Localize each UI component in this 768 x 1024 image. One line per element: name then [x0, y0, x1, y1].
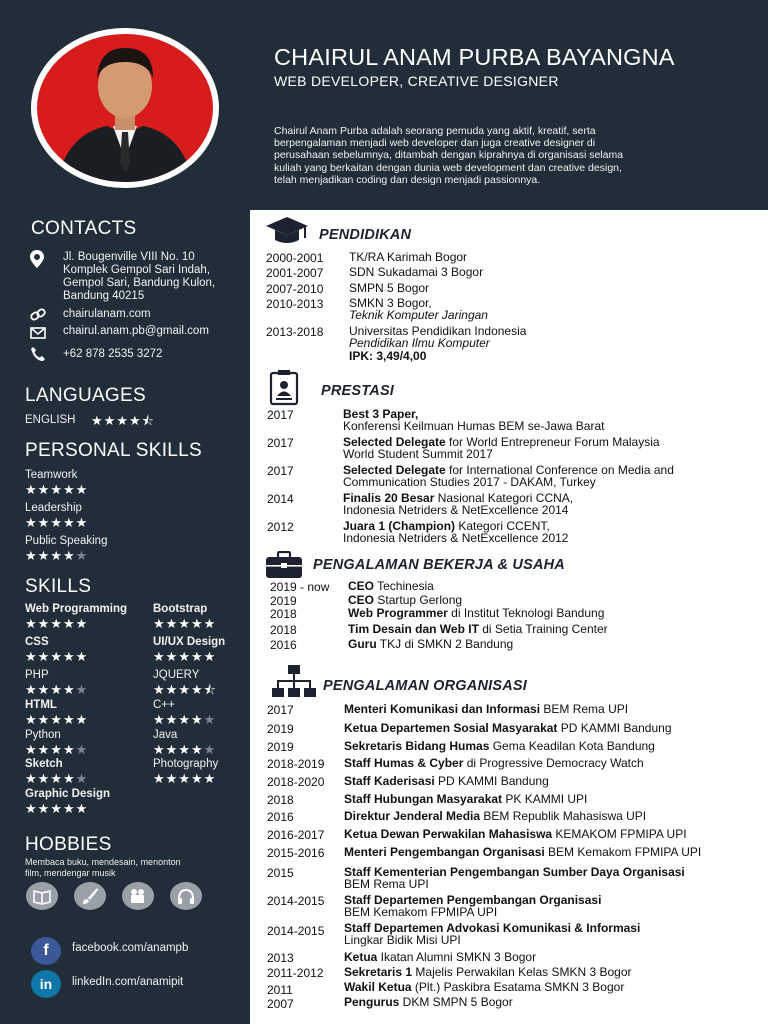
org-role: Menteri Komunikasi dan Informasi	[344, 702, 541, 716]
skill-cpp: C++	[153, 699, 175, 711]
org-year: 2016	[267, 810, 294, 824]
skill-web-programming: Web Programming	[25, 603, 128, 615]
language-rating	[91, 414, 155, 427]
org-role: Staff Kementerian Pengembangan Sumber Daya Organisasi	[344, 865, 685, 879]
skill-sketch: Sketch	[25, 758, 63, 770]
star-full: ★	[50, 712, 63, 727]
skill-photography: Photography	[153, 758, 219, 770]
star-full: ★	[153, 682, 166, 697]
skill-rating	[25, 743, 88, 756]
linkedin-icon[interactable]	[31, 970, 61, 998]
star-full: ★	[62, 548, 76, 563]
skill-rating	[153, 683, 217, 696]
education-item: SMKN 3 Bogor,	[349, 296, 432, 310]
star-full: ★	[165, 649, 179, 664]
star-full: ★	[62, 712, 76, 727]
work-place: di Setia Training Center	[478, 622, 608, 636]
full-name: CHAIRUL ANAM PURBA BAYANGNA	[274, 44, 675, 70]
phone-number[interactable]: +62 878 2535 3272	[63, 348, 163, 360]
education-item: SDN Sukadamai 3 Bogor	[349, 265, 484, 279]
org-role: Ketua Dewan Perwakilan Mahasiswa	[344, 827, 553, 841]
work-year: 2018	[270, 607, 297, 621]
work-role: Web Programmer	[348, 606, 448, 620]
skill-rating	[25, 683, 88, 696]
skill-rating	[25, 549, 88, 562]
address-line: Komplek Gempol Sari Indah,	[63, 264, 211, 276]
org-item	[344, 703, 628, 716]
star-full: ★	[50, 771, 63, 786]
star-full: ★	[37, 515, 51, 530]
org-role: Staff Departemen Pengembangan Organisasi	[344, 893, 602, 907]
achievement-highlight: Selected Delegate	[343, 435, 446, 449]
org-role: Pengurus	[344, 995, 400, 1009]
education-item: SMPN 5 Bogor	[349, 281, 430, 295]
star-full: ★	[153, 742, 166, 757]
star-full: ★	[25, 742, 38, 757]
star-full: ★	[25, 801, 38, 816]
address-line: Jl. Bougenville VIII No. 10	[63, 251, 195, 263]
work-title: PENGALAMAN BEKERJA & USAHA	[313, 557, 565, 573]
work-item	[348, 607, 604, 620]
org-role: Staff Departemen Advokasi Komunikasi & Informasi	[344, 921, 641, 935]
skill-graphic-design: Graphic Design	[25, 788, 110, 800]
work-role: CEO	[348, 579, 375, 593]
org-place: di Progressive Democracy Watch	[463, 756, 644, 770]
work-item	[348, 580, 434, 593]
org-year: 2016-2017	[267, 828, 325, 842]
star-full: ★	[62, 515, 76, 530]
org-year: 2019	[267, 722, 294, 736]
star-full: ★	[165, 712, 179, 727]
work-year: 2018	[270, 623, 297, 637]
org-year: 2014-2015	[267, 924, 325, 938]
education-year: 2013-2018	[266, 325, 324, 339]
star-full: ★	[37, 712, 51, 727]
education-year: 2007-2010	[266, 282, 324, 296]
star-full: ★	[62, 649, 76, 664]
education-year: 2010-2013	[266, 297, 324, 311]
org-item	[344, 996, 513, 1009]
star-full: ★	[128, 413, 142, 428]
skill-public-speaking: Public Speaking	[25, 535, 108, 547]
star-full: ★	[165, 742, 179, 757]
star-full: ★	[165, 771, 179, 786]
org-place: BEM Kemakom FPMIPA UPI	[544, 845, 702, 859]
star-full: ★	[37, 482, 51, 497]
star-half: ⯪	[203, 682, 217, 697]
skill-java: Java	[153, 729, 178, 741]
work-place: Techinesia	[374, 579, 434, 593]
personal-skills-title: PERSONAL SKILLS	[25, 440, 202, 461]
work-item	[348, 623, 608, 636]
book-icon	[26, 882, 58, 910]
org-place: DKM SMPN 5 Bogor	[399, 995, 513, 1009]
org-year: 2011-2012	[267, 966, 324, 980]
achievement-line2: Communication Studies 2017 - DAKAM, Turkey	[343, 475, 596, 489]
org-year: 2015	[267, 866, 294, 880]
education-title: PENDIDIKAN	[319, 227, 412, 243]
org-year: 2018-2019	[267, 757, 325, 771]
education-gpa: IPK: 3,49/4,00	[349, 349, 427, 363]
star-full: ★	[91, 413, 104, 428]
summary-line: perusahaan sebelumnya, ditambah dengan kiprahnya di organisasi selama	[274, 149, 624, 162]
star-full: ★	[25, 649, 38, 664]
star-full: ★	[153, 649, 166, 664]
star-empty: ★	[75, 742, 89, 757]
facebook-link[interactable]: facebook.com/anampb	[72, 942, 189, 954]
star-full: ★	[75, 649, 89, 664]
skill-rating	[153, 650, 216, 663]
education-item: Universitas Pendidikan Indonesia	[349, 324, 527, 338]
email-link[interactable]: chairul.anam.pb@gmail.com	[63, 325, 209, 337]
star-full: ★	[165, 616, 179, 631]
camera-icon	[122, 882, 154, 910]
star-full: ★	[62, 616, 76, 631]
hobbies-title: HOBBIES	[25, 834, 112, 855]
org-place: Majelis Perwakilan Kelas SMKN 3 Bogor	[412, 965, 632, 979]
star-full: ★	[103, 413, 117, 428]
star-full: ★	[62, 682, 76, 697]
org-year: 2007	[267, 997, 294, 1011]
org-item	[344, 810, 646, 823]
org-item	[344, 775, 549, 788]
star-full: ★	[37, 771, 51, 786]
star-full: ★	[25, 515, 38, 530]
skill-rating	[153, 617, 216, 630]
phone-icon	[30, 346, 46, 362]
sidebar	[0, 0, 250, 1024]
org-chart-icon	[272, 665, 316, 699]
skill-css: CSS	[25, 636, 49, 648]
organization-title: PENGALAMAN ORGANISASI	[323, 678, 527, 694]
linkedin-link[interactable]: linkedIn.com/anamipit	[72, 976, 184, 988]
star-full: ★	[116, 413, 129, 428]
org-role: Sekretaris Bidang Humas	[344, 739, 490, 753]
star-full: ★	[153, 771, 166, 786]
briefcase-icon	[265, 551, 303, 579]
star-full: ★	[25, 712, 38, 727]
star-full: ★	[75, 712, 89, 727]
hobbies-line: film, mendengar musik	[25, 868, 116, 878]
org-place: KEMAKOM FPMIPA UPI	[552, 827, 687, 841]
achievement-highlight: Juara 1 (Champion)	[343, 519, 456, 533]
org-role: Ketua Departemen Sosial Masyarakat	[344, 721, 558, 735]
profile-photo	[31, 28, 219, 188]
star-full: ★	[178, 682, 191, 697]
summary-line: berpengalaman menjadi web developer dan juga creative designer di	[274, 137, 596, 150]
star-empty: ★	[75, 771, 89, 786]
star-full: ★	[37, 682, 51, 697]
work-place: TKJ di SMKN 2 Bandung	[376, 637, 514, 651]
star-full: ★	[190, 649, 204, 664]
star-full: ★	[37, 801, 51, 816]
achievements-title: PRESTASI	[321, 383, 395, 399]
star-full: ★	[62, 742, 76, 757]
languages-title: LANGUAGES	[25, 385, 146, 406]
org-place: Gema Keadilan Kota Bandung	[489, 739, 655, 753]
star-full: ★	[75, 801, 89, 816]
achievement-line2: Indonesia Netriders & NetExcellence 2012	[343, 531, 569, 545]
skill-rating	[25, 483, 88, 496]
star-full: ★	[25, 548, 38, 563]
work-list	[270, 580, 760, 655]
education-year: 2000-2001	[266, 251, 324, 265]
brush-icon	[74, 882, 106, 910]
location-icon	[30, 250, 44, 268]
org-line2: BEM Kemakom FPMIPA UPI	[344, 905, 498, 919]
work-year: 2019	[270, 594, 297, 608]
facebook-icon[interactable]	[31, 937, 61, 965]
skill-rating	[25, 650, 88, 663]
skill-rating	[25, 713, 88, 726]
achievement-detail: Nasional Kategori CCNA,	[434, 491, 574, 505]
skill-rating	[25, 802, 88, 815]
linkedin-glyph: in	[39, 976, 53, 992]
work-item	[348, 594, 462, 607]
address-line: Gempol Sari, Bandung Kulon,	[63, 277, 216, 289]
achievement-line2: Konferensi Keilmuan Humas BEM se-Jawa Barat	[343, 419, 605, 433]
achievement-detail: for World Entrepreneur Forum Malaysia	[445, 435, 660, 449]
work-place: Startup Gerlong	[374, 593, 463, 607]
star-full: ★	[50, 682, 63, 697]
achievement-highlight: Finalis 20 Besar	[343, 491, 435, 505]
org-place: PD KAMMI Bandung	[434, 774, 549, 788]
education-major: Teknik Komputer Jaringan	[349, 308, 488, 322]
star-full: ★	[50, 616, 63, 631]
education-item: TK/RA Karimah Bogor	[349, 250, 468, 264]
skill-teamwork: Teamwork	[25, 469, 78, 481]
star-full: ★	[203, 616, 217, 631]
star-full: ★	[50, 548, 63, 563]
contacts-title: CONTACTS	[31, 218, 137, 239]
star-full: ★	[165, 682, 179, 697]
achievement-line2: World Student Summit 2017	[343, 447, 493, 461]
address-line: Bandung 40215	[63, 290, 145, 302]
star-full: ★	[62, 801, 76, 816]
org-place: BEM Rema UPI	[540, 702, 629, 716]
org-item	[344, 740, 655, 753]
achievement-year: 2012	[267, 520, 294, 534]
work-role: Guru	[348, 637, 377, 651]
star-full: ★	[37, 616, 51, 631]
achievement-highlight: Selected Delegate	[343, 463, 446, 477]
org-year: 2014-2015	[267, 894, 325, 908]
star-empty: ★	[203, 712, 217, 727]
star-full: ★	[75, 515, 89, 530]
org-role: Sekretaris 1	[344, 965, 413, 979]
work-year: 2016	[270, 638, 297, 652]
work-item	[348, 638, 513, 651]
star-full: ★	[190, 616, 204, 631]
skills-title: SKILLS	[25, 576, 92, 597]
achievement-year: 2017	[267, 408, 294, 422]
clipboard-icon	[269, 370, 299, 406]
org-item	[344, 846, 701, 859]
star-full: ★	[190, 742, 204, 757]
org-role: Direktur Jenderal Media	[344, 809, 481, 823]
achievement-detail: for International Conference on Media and	[445, 463, 674, 477]
work-role: Tim Desain dan Web IT	[348, 622, 479, 636]
headphones-icon	[170, 882, 202, 910]
star-full: ★	[37, 742, 51, 757]
org-year: 2013	[267, 951, 294, 965]
star-full: ★	[75, 616, 89, 631]
education-major: Pendidikan Ilmu Komputer	[349, 336, 490, 350]
person-silhouette	[37, 34, 213, 182]
star-full: ★	[203, 649, 217, 664]
org-year: 2019	[267, 740, 294, 754]
star-full: ★	[75, 482, 89, 497]
achievement-highlight: Best 3 Paper,	[343, 407, 419, 421]
achievement-year: 2014	[267, 492, 294, 506]
org-role: Wakil Ketua	[344, 980, 412, 994]
org-year: 2018-2020	[267, 775, 325, 789]
star-full: ★	[37, 649, 51, 664]
org-item	[344, 722, 672, 735]
star-full: ★	[190, 771, 204, 786]
facebook-glyph: f	[43, 942, 49, 959]
org-line2: Lingkar Bidik Misi UPI	[344, 933, 461, 947]
address	[63, 251, 215, 303]
star-full: ★	[50, 742, 63, 757]
star-empty: ★	[203, 742, 217, 757]
achievement-year: 2017	[267, 436, 294, 450]
skill-leadership: Leadership	[25, 502, 82, 514]
star-full: ★	[50, 515, 63, 530]
star-full: ★	[178, 712, 191, 727]
work-place: di Institut Teknologi Bandung	[447, 606, 605, 620]
star-full: ★	[25, 482, 38, 497]
org-item	[344, 966, 631, 979]
skill-rating	[25, 772, 88, 785]
org-item	[344, 828, 687, 841]
summary-line: Chairul Anam Purba adalah seorang pemuda yang aktif, kreatif, serta	[274, 125, 596, 137]
star-full: ★	[25, 682, 38, 697]
envelope-icon	[30, 327, 46, 339]
star-full: ★	[178, 771, 191, 786]
achievement-year: 2017	[267, 464, 294, 478]
org-item	[344, 757, 644, 770]
skill-html: HTML	[25, 699, 57, 711]
skill-uiux-design: UI/UX Design	[153, 636, 226, 648]
skill-rating	[153, 713, 216, 726]
skill-php: PHP	[25, 669, 49, 681]
achievement-detail: Kategori CCENT,	[455, 519, 550, 533]
hobbies-line: Membaca buku, mendesain, menonton	[25, 857, 181, 867]
education-year: 2001-2007	[266, 266, 324, 280]
org-place: BEM Republik Mahasiswa UPI	[480, 809, 647, 823]
org-place: Ikatan Alumni SMKN 3 Bogor	[377, 950, 537, 964]
star-empty: ★	[75, 548, 89, 563]
work-role: CEO	[348, 593, 375, 607]
org-role: Staff Kaderisasi	[344, 774, 435, 788]
star-full: ★	[153, 712, 166, 727]
skill-rating	[25, 516, 88, 529]
skill-rating	[153, 743, 216, 756]
star-full: ★	[50, 649, 63, 664]
org-role: Staff Humas & Cyber	[344, 756, 464, 770]
org-item	[344, 951, 536, 964]
star-half: ⯪	[141, 413, 155, 428]
organization-list	[267, 703, 768, 1013]
work-year: 2019 - now	[270, 580, 330, 594]
star-full: ★	[25, 771, 38, 786]
summary	[274, 125, 623, 186]
star-full: ★	[25, 616, 38, 631]
org-year: 2015-2016	[267, 846, 325, 860]
org-place: PD KAMMI Bandung	[557, 721, 672, 735]
skill-rating	[153, 772, 216, 785]
org-place: (Plt.) Paskibra Esatama SMKN 3 Bogor	[411, 980, 625, 994]
org-item	[344, 981, 624, 994]
star-full: ★	[50, 801, 63, 816]
star-full: ★	[203, 771, 217, 786]
star-full: ★	[190, 682, 204, 697]
org-role: Staff Hubungan Masyarakat	[344, 792, 503, 806]
org-year: 2018	[267, 793, 294, 807]
skill-rating	[25, 617, 88, 630]
graduation-cap-icon	[266, 216, 308, 246]
org-line2: BEM Rema UPI	[344, 877, 429, 891]
org-year: 2011	[267, 983, 293, 997]
skill-bootstrap: Bootstrap	[153, 603, 208, 615]
summary-line: telah menjadikan coding dan design menjadi passionnya.	[274, 173, 541, 186]
org-role: Menteri Pengembangan Organisasi	[344, 845, 545, 859]
main-content	[250, 210, 768, 1024]
star-full: ★	[37, 548, 51, 563]
skill-python: Python	[25, 729, 61, 741]
achievement-line2: Indonesia Netriders & NetExcellence 2014	[343, 503, 569, 517]
achievements-list	[267, 408, 767, 548]
star-empty: ★	[75, 682, 89, 697]
star-full: ★	[50, 482, 63, 497]
hobbies-text	[25, 857, 181, 879]
job-title: WEB DEVELOPER, CREATIVE DESIGNER	[274, 73, 559, 89]
star-full: ★	[178, 649, 191, 664]
header-band	[250, 0, 768, 210]
org-place: PK KAMMI UPI	[502, 792, 588, 806]
star-full: ★	[62, 771, 76, 786]
language-english: ENGLISH	[25, 414, 76, 426]
link-icon	[30, 308, 46, 322]
org-year: 2017	[267, 703, 294, 717]
org-role: Ketua	[344, 950, 378, 964]
website-link[interactable]: chairulanam.com	[63, 308, 151, 320]
skill-jquery: JQUERY	[153, 669, 200, 681]
summary-line: kuliah yang berkaitan dengan dunia web development dan creative design,	[274, 161, 622, 174]
star-full: ★	[178, 742, 191, 757]
star-full: ★	[178, 616, 191, 631]
star-full: ★	[153, 616, 166, 631]
org-item	[344, 793, 587, 806]
star-full: ★	[62, 482, 76, 497]
star-full: ★	[190, 712, 204, 727]
